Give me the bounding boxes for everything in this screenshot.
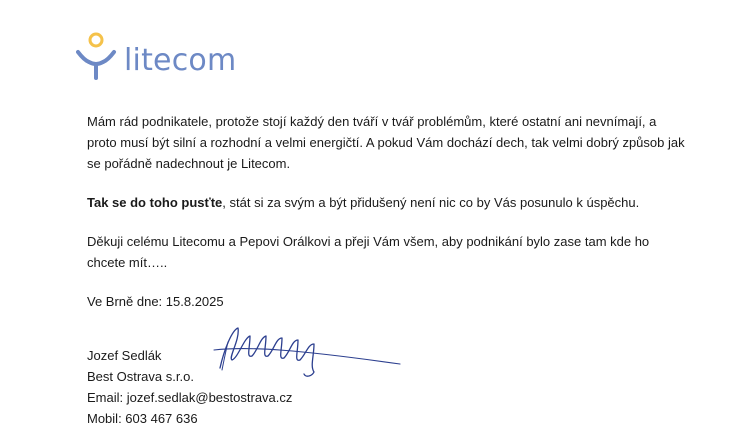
paragraph-2-bold: Tak se do toho pusťte [87,195,223,210]
litecom-figure-icon [76,32,124,80]
paragraph-2-rest: , stát si za svým a být přidušený není nic co by Vás posunulo k úspěchu. [222,195,640,210]
signer-name: Jozef Sedlák [87,348,162,363]
place-date: Ve Brně dne: 15.8.2025 [87,294,224,309]
paragraph-1: Mám rád podnikatele, protože stojí každý den tváří v tvář problémům, které ostatní ani nevnímají, a proto musí být silní a rozhodní a velmi energičtí. A pokud Vám dochází dech, tak velmi dobrý způsob jak se pořádně nadechnout je Litecom. [87,114,685,171]
letter-body [87,111,687,312]
signer-company: Best Ostrava s.r.o. [87,369,194,384]
signature-block [87,345,292,429]
litecom-logo [76,32,236,80]
signer-phone: Mobil: 603 467 636 [87,411,198,426]
logo-wordmark: litecom [124,43,237,78]
signer-email: Email: jozef.sedlak@bestostrava.cz [87,390,293,405]
paragraph-3: Děkuji celému Litecomu a Pepovi Orálkovi a přeji Vám všem, aby podnikání bylo zase tam kde ho chcete mít….. [87,234,650,270]
paragraph-2 [87,192,687,213]
